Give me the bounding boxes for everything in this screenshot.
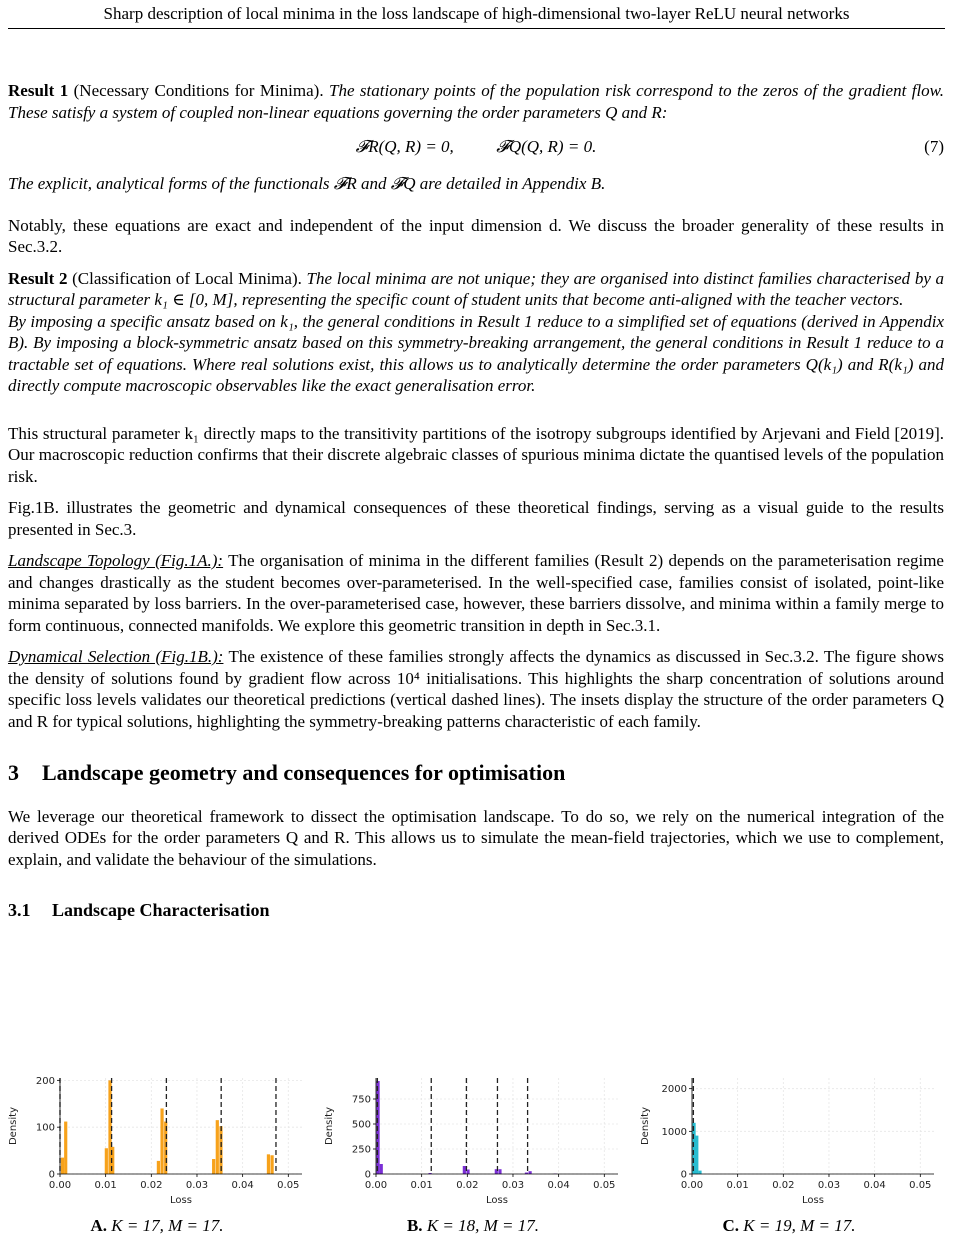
y-tick-label: 0: [48, 1169, 55, 1181]
x-tick-label: 0.02: [456, 1180, 479, 1191]
x-tick-label: 0.00: [364, 1180, 388, 1191]
histogram-bar: [64, 1122, 67, 1174]
section-3-1-heading: [8, 900, 944, 922]
histogram-bar: [270, 1155, 273, 1174]
x-tick-label: 0.02: [772, 1180, 795, 1191]
y-tick-label: 1000: [661, 1126, 687, 1138]
section-3-1-number: 3.1: [8, 900, 31, 920]
result-1-title: (Necessary Conditions for Minima).: [73, 81, 324, 100]
result-2-body: The local minima are not unique; they are organised into distinct families characterised by a structural parameter k₁ ∈ [0, M], representing the specific count of student units that become anti-aligned with the teacher vectors.: [8, 268, 945, 309]
y-tick-label: 500: [351, 1119, 371, 1131]
histogram-bar: [105, 1148, 108, 1174]
x-tick-label: 0.03: [185, 1180, 209, 1191]
x-tick-label: 0.04: [231, 1180, 254, 1191]
x-tick-label: 0.03: [501, 1180, 525, 1191]
y-tick-label: 750: [351, 1094, 371, 1106]
histogram-bar: [529, 1171, 532, 1174]
paragraph-figure-guide: Fig.1B. illustrates the geometric and dynamical consequences of these theoretical findings, serving as a visual guide to the results presented in Sec.3.: [8, 498, 944, 539]
x-tick-label: 0.05: [909, 1180, 932, 1191]
paragraph-dynamical-selection: [8, 646, 944, 732]
paragraph-generality: Notably, these equations are exact and independent of the input dimension d. We discuss the broader generality of these results in Sec.3.2.: [8, 215, 944, 256]
histogram-bar: [212, 1159, 215, 1174]
y-tick-label: 100: [35, 1122, 55, 1134]
histogram-c: [634, 1072, 944, 1244]
x-tick-label: 0.05: [277, 1180, 300, 1191]
x-axis-label: Loss: [170, 1195, 192, 1206]
result-1: [8, 80, 944, 123]
result-2-body-2: By imposing a specific ansatz based on k₁, the general conditions in Result 1 reduce to a simplified set of equations (derived in Appendix B). By imposing a block-symmetric ansatz based on this symmetry-breaking arrangement, the general conditions in Result 1 reduce to a tractable set of equations. Where real solutions exist, this allows us to analytically determine the order parameters Q(k₁) and R(k₁) and directly compute macroscopic observables like the exact generalisation error.: [8, 311, 944, 395]
paper-body: [8, 80, 944, 922]
histogram-bar: [698, 1171, 701, 1174]
x-tick-label: 0.02: [140, 1180, 163, 1191]
x-axis-label: Loss: [486, 1195, 508, 1206]
section-3-1-title: Landscape Characterisation: [52, 900, 270, 920]
result-2: [8, 268, 944, 311]
y-tick-label: 0: [364, 1169, 371, 1181]
section-3-title: Landscape geometry and consequences for optimisation: [42, 760, 566, 785]
landscape-topology-text: The organisation of minima in the different families (Result 2) depends on the parameterisation regime and changes drastically as the student becomes over-parameterised. In the well-specified case, families consist of isolated, point-like minima separated by loss barriers. In the over-parameterised case, however, these barriers dissolve, and minima within a family merge to form continuous, connected manifolds. We explore this geometric transition in depth in Sec.3.1.: [8, 551, 944, 635]
histogram-b: [318, 1072, 628, 1244]
histogram-a: [2, 1072, 312, 1244]
caption-a: A. K = 17, M = 17.: [90, 1216, 224, 1235]
y-tick-label: 200: [35, 1075, 55, 1087]
section-3-number: 3: [8, 760, 19, 785]
y-tick-label: 0: [680, 1169, 687, 1181]
dynamical-selection-lead: Dynamical Selection (Fig.1B.):: [8, 647, 224, 666]
x-tick-label: 0.01: [726, 1180, 749, 1191]
x-tick-label: 0.04: [547, 1180, 570, 1191]
x-tick-label: 0.00: [48, 1180, 72, 1191]
equation-number: (7): [924, 137, 944, 156]
result-2-label: Result 2: [8, 268, 68, 288]
histogram-a-plot: [2, 1072, 312, 1212]
y-tick-label: 2000: [661, 1084, 687, 1096]
histogram-bar: [463, 1166, 466, 1174]
result-1-after: The explicit, analytical forms of the functionals 𝓕R and 𝓕Q are detailed in Appendix B.: [8, 174, 606, 193]
caption-c: C. K = 19, M = 17.: [722, 1216, 856, 1235]
caption-b: B. K = 18, M = 17.: [406, 1216, 540, 1235]
x-tick-label: 0.00: [680, 1180, 704, 1191]
histogram-bar: [267, 1154, 270, 1174]
y-axis-label: Density: [324, 1106, 335, 1146]
histogram-bar: [157, 1161, 160, 1174]
y-tick-label: 250: [351, 1144, 371, 1156]
running-header: Sharp description of local minima in the loss landscape of high-dimensional two-layer ReLU neural networks: [8, 4, 945, 29]
figure-histograms: [0, 1072, 953, 1244]
result-2-title: (Classification of Local Minima).: [72, 268, 302, 288]
histogram-bar: [380, 1164, 383, 1174]
x-tick-label: 0.05: [593, 1180, 616, 1191]
paragraph-structural: This structural parameter k₁ directly maps to the transitivity partitions of the isotropy subgroups identified by Arjevani and Field [2019]. Our macroscopic reduction confirms that their discrete algebraic classes of spurious minima dictate the quantised levels of the population risk.: [8, 423, 944, 486]
equation-content: 𝓕R(Q, R) = 0, 𝓕Q(Q, R) = 0.: [355, 137, 597, 156]
x-tick-label: 0.04: [863, 1180, 886, 1191]
histogram-bar: [216, 1120, 219, 1174]
section-3-heading: [8, 762, 944, 784]
histogram-bar: [160, 1108, 163, 1174]
y-axis-label: Density: [640, 1106, 651, 1146]
x-tick-label: 0.03: [817, 1180, 841, 1191]
result-1-body: The stationary points of the population risk correspond to the zeros of the gradient flow. These satisfy a system of coupled non-linear equations governing the order parameters Q and R:: [8, 81, 945, 122]
x-axis-label: Loss: [802, 1195, 824, 1206]
x-tick-label: 0.01: [94, 1180, 117, 1191]
histogram-c-plot: [634, 1072, 944, 1212]
histogram-b-plot: [318, 1072, 628, 1212]
histogram-bar: [695, 1136, 698, 1174]
x-tick-label: 0.01: [410, 1180, 433, 1191]
y-axis-label: Density: [8, 1106, 19, 1146]
histogram-bar: [498, 1169, 501, 1174]
paragraph-landscape-topology: [8, 550, 944, 636]
paragraph-framework: We leverage our theoretical framework to dissect the optimisation landscape. To do so, we rely on the numerical integration of the derived ODEs for the order parameters Q and R. This allows us to simulate the mean-field trajectories, which we use to complement, explain, and validate the behaviour of the simulations.: [8, 806, 944, 869]
dynamical-selection-text: The existence of these families strongly affects the dynamics as discussed in Sec.3.2. The figure shows the density of solutions found by gradient flow across 10⁴ initialisations. This highlights the sharp concentration of solutions around specific loss levels validates our theoretical predictions (vertical dashed lines). The insets display the structure of the order parameters Q and R for typical solutions, highlighting the symmetry-breaking patterns characteristic of each family.: [8, 647, 944, 731]
landscape-topology-lead: Landscape Topology (Fig.1A.):: [8, 551, 224, 570]
result-1-label: Result 1: [8, 81, 69, 100]
histogram-bar: [61, 1158, 64, 1174]
equation-7: [8, 133, 944, 163]
